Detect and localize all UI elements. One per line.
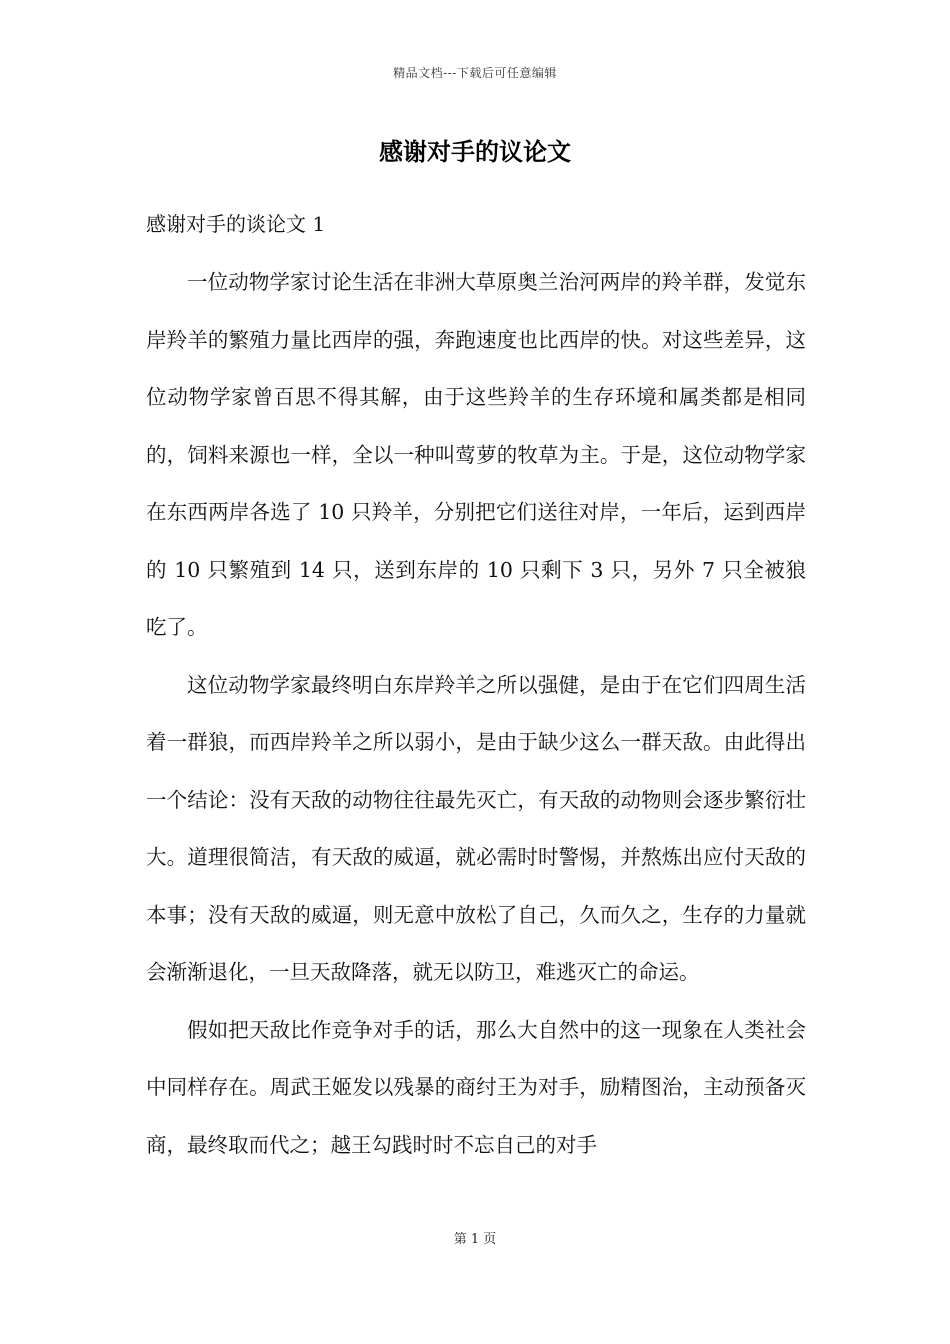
- section-subtitle: 感谢对手的谈论文 1: [146, 212, 326, 236]
- document-body: [146, 254, 806, 1174]
- page-number: 第 1 页: [453, 1232, 497, 1247]
- paragraph-3: 假如把天敌比作竞争对手的话，那么大自然中的这一现象在人类社会中同样存在。周武王姬发以残暴的商纣王为对手，励精图治，主动预备灭商，最终取而代之；越王勾践时时不忘自己的对手: [146, 1017, 806, 1157]
- paragraph-2: 这位动物学家最终明白东岸羚羊之所以强健，是由于在它们四周生活着一群狼，而西岸羚羊之所以弱小，是由于缺少这么一群天敌。由此得出一个结论：没有天敌的动物往往最先灭亡，有天敌的动物则会逐步繁衍壮大。道理很简洁，有天敌的威逼，就必需时时警惕，并熬炼出应付天敌的本事；没有天敌的威逼，则无意中放松了自己，久而久之，生存的力量就会渐渐退化，一旦天敌降落，就无以防卫，难逃灭亡的命运。: [146, 672, 806, 984]
- paragraph-1: 一位动物学家讨论生活在非洲大草原奥兰治河两岸的羚羊群，发觉东岸羚羊的繁殖力量比西岸的强，奔跑速度也比西岸的快。对这些差异，这位动物学家曾百思不得其解，由于这些羚羊的生存环境和属类都是相同的，饲料来源也一样，全以一种叫莺萝的牧草为主。于是，这位动物学家在东西两岸各选了 10 只羚羊，分别把它们送往对岸，一年后，运到西岸的 10 只繁殖到 14 只，送到东岸的 10 只剩下 3 只，另外 7 只全被狼吃了。: [146, 270, 806, 639]
- document-title: 感谢对手的议论文: [379, 137, 571, 166]
- page-header: 精品文档---下载后可任意编辑: [393, 66, 557, 80]
